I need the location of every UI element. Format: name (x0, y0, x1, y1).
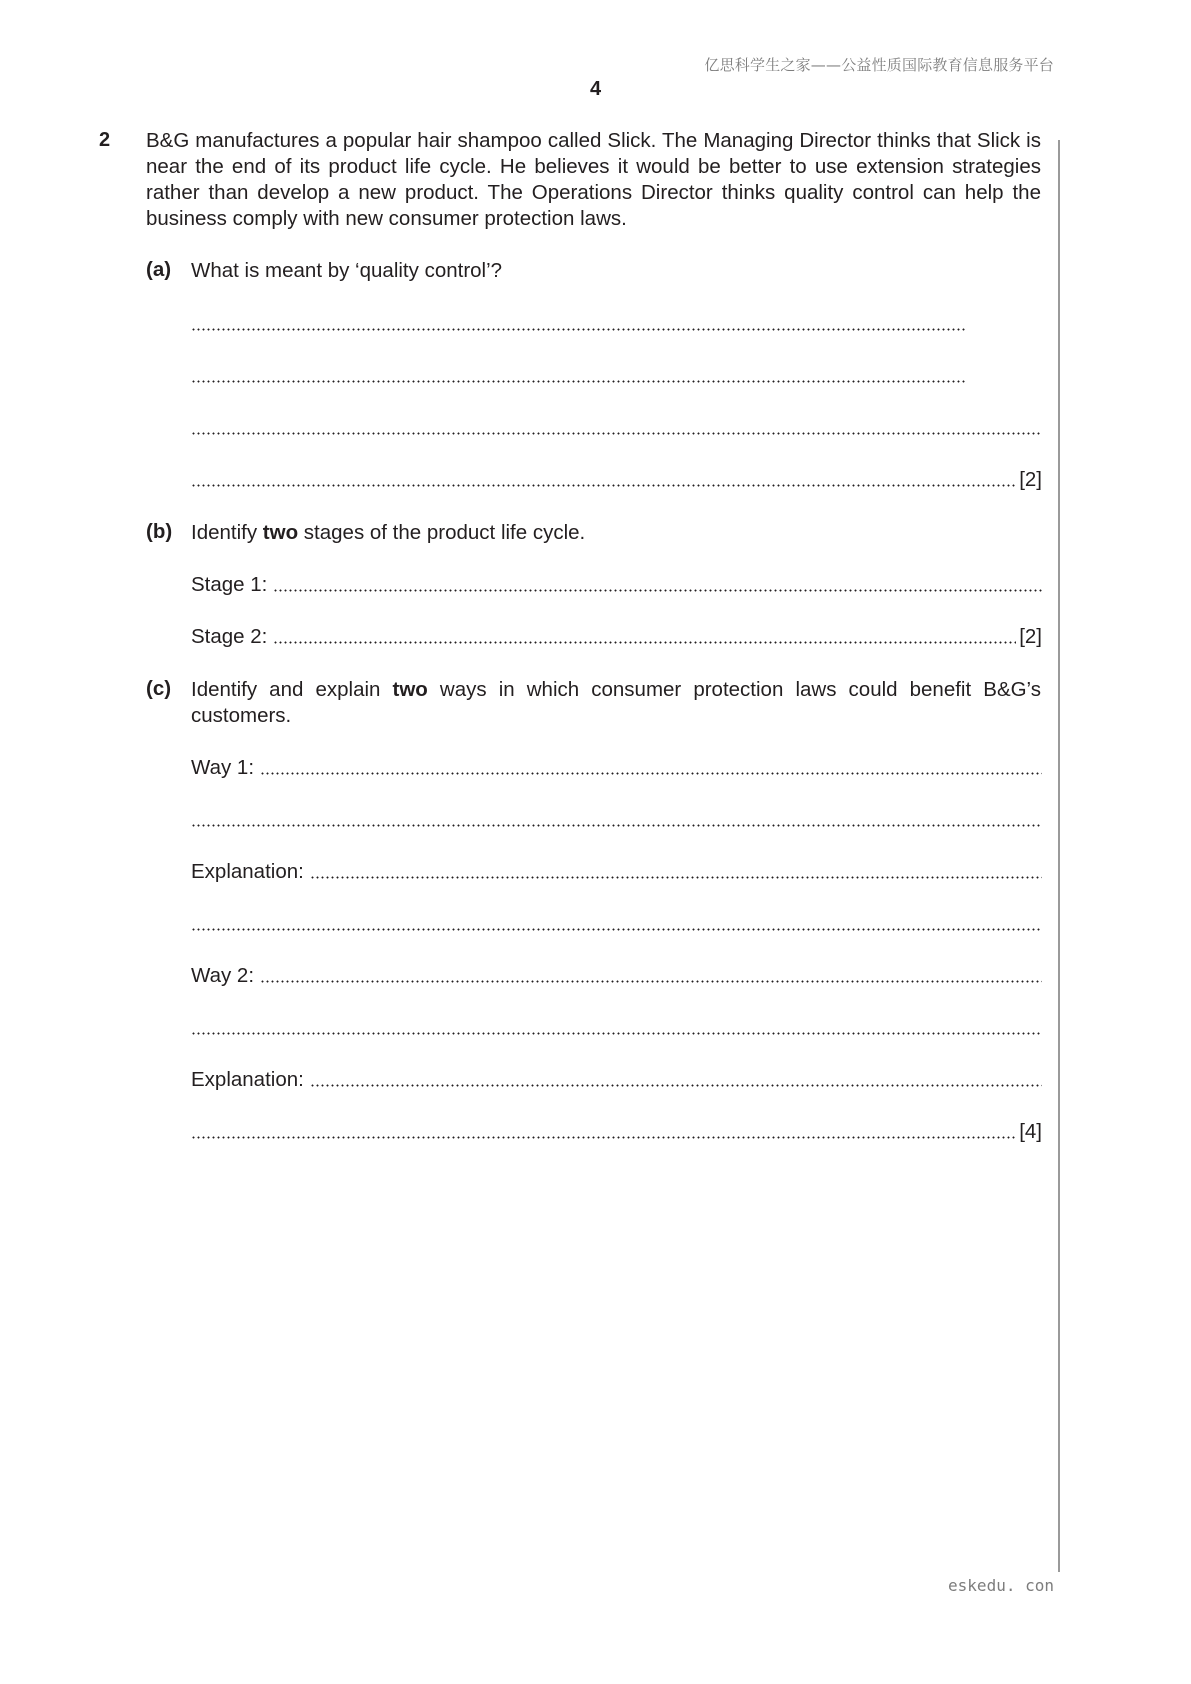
part-b-marks: [2] (1019, 625, 1042, 648)
way-2-explanation-line[interactable] (191, 1067, 1042, 1093)
way-1-explanation-line[interactable] (191, 859, 1042, 885)
way-2-answer-line[interactable] (191, 963, 1042, 989)
dotted-line (191, 1136, 1016, 1139)
part-c-label: (c) (146, 677, 172, 700)
way-1-continuation-line[interactable] (191, 807, 1042, 833)
explanation-label: Explanation: (191, 1068, 304, 1091)
question-number: 2 (99, 129, 111, 151)
footer-watermark: eskedu. con (948, 1576, 1054, 1595)
part-a-label: (a) (146, 258, 172, 281)
dotted-line (191, 328, 965, 331)
way-2-explanation-continuation-line[interactable] (191, 1119, 1042, 1145)
dotted-line (260, 980, 1042, 983)
way-2-continuation-line[interactable] (191, 1015, 1042, 1041)
way-2-label: Way 2: (191, 964, 255, 987)
stage-1-answer-line[interactable] (191, 572, 1042, 598)
dotted-line (310, 876, 1042, 879)
emphasis-two: two (392, 678, 428, 701)
part-a-answer-line-1[interactable] (191, 311, 965, 337)
stage-1-label: Stage 1: (191, 573, 268, 596)
dotted-line (191, 380, 965, 383)
page-number: 4 (589, 78, 602, 100)
dotted-line (191, 928, 1042, 931)
dotted-line (260, 772, 1042, 775)
dotted-line (191, 484, 1016, 487)
way-1-label: Way 1: (191, 756, 255, 779)
stage-2-label: Stage 2: (191, 625, 268, 648)
part-a-answer-line-4[interactable] (191, 467, 1042, 493)
header-watermark: 亿思科学生之家——公益性质国际教育信息服务平台 (704, 56, 1054, 74)
explanation-label: Explanation: (191, 860, 304, 883)
margin-rule (1058, 140, 1060, 1572)
dotted-line (273, 641, 1016, 644)
dotted-line (191, 432, 1042, 435)
dotted-line (310, 1084, 1042, 1087)
question-stem: B&G manufactures a popular hair shampoo called Slick. The Managing Director thinks that Slick is near the end of its product life cycle. He believes it would be better to use extension strategies rather than develop a new product. The Operations Director thinks quality control can help the business comply with new consumer protection laws. (146, 129, 1041, 230)
way-1-explanation-continuation-line[interactable] (191, 911, 1042, 937)
part-a-marks: [2] (1019, 468, 1042, 491)
part-c-prompt: Identify and explain two ways in which consumer protection laws could benefit B&G’s customers. (191, 678, 1041, 727)
way-1-answer-line[interactable] (191, 755, 1042, 781)
part-a-answer-line-3[interactable] (191, 415, 1042, 441)
part-b-label: (b) (146, 520, 173, 543)
part-a-answer-line-2[interactable] (191, 363, 965, 389)
emphasis-two: two (262, 521, 299, 544)
dotted-line (191, 1032, 1042, 1035)
part-a-prompt: What is meant by ‘quality control’? (191, 259, 503, 282)
dotted-line (273, 589, 1042, 592)
dotted-line (191, 824, 1042, 827)
part-c-marks: [4] (1019, 1120, 1042, 1143)
part-b-prompt: Identify two stages of the product life cycle. (191, 521, 586, 544)
stage-2-answer-line[interactable] (191, 624, 1042, 650)
